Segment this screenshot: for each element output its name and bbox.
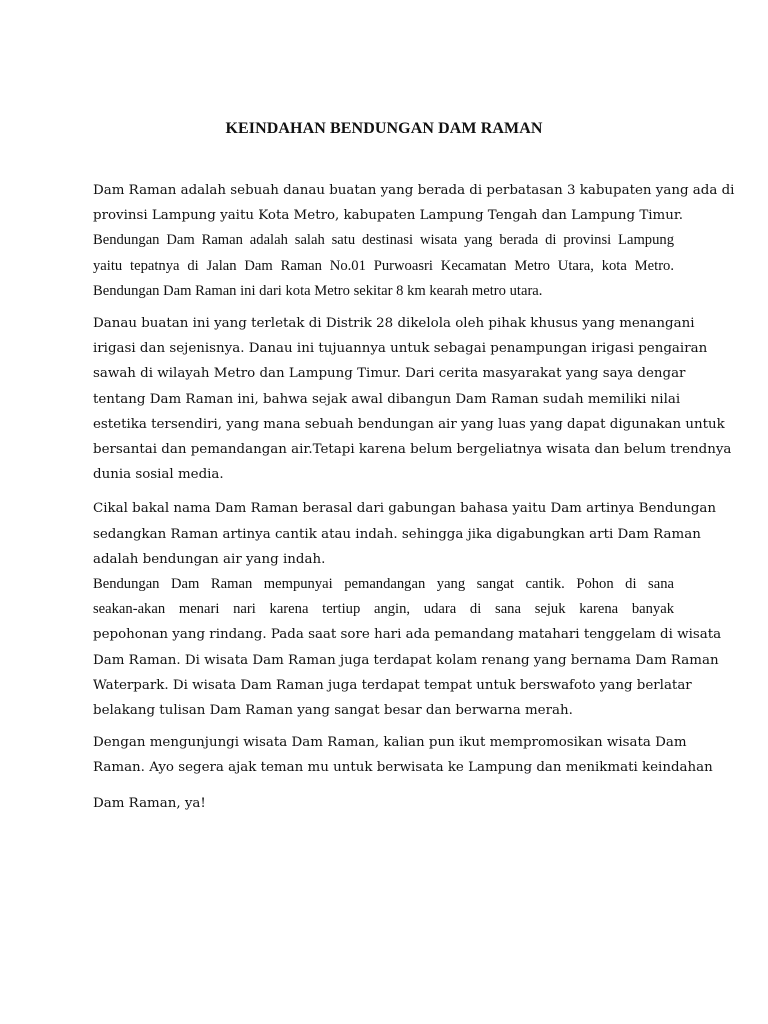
paragraph-line: seakan-akan menari nari karena tertiup angin, udara di sana sejuk karena banyak: [93, 601, 674, 618]
paragraph-line: estetika tersendiri, yang mana sebuah bendungan air yang luas yang dapat digunakan untuk: [93, 416, 725, 432]
paragraph-line: Dam Raman. Di wisata Dam Raman juga terdapat kolam renang yang bernama Dam Raman: [93, 652, 719, 668]
paragraph-line: Dengan mengunjungi wisata Dam Raman, kalian pun ikut mempromosikan wisata Dam: [93, 735, 687, 751]
paragraph-line: Bendungan Dam Raman mempunyai pemandangan yang sangat cantik. Pohon di sana: [93, 576, 674, 593]
paragraph-line: Dam Raman adalah sebuah danau buatan yang berada di perbatasan 3 kabupaten yang ada di: [93, 183, 735, 198]
paragraph-line: sedangkan Raman artinya cantik atau indah. sehingga jika digabungkan arti Dam Raman: [93, 526, 701, 542]
paragraph-4: [93, 572, 722, 723]
paragraph-line: tentang Dam Raman ini, bahwa sejak awal dibangun Dam Raman sudah memiliki nilai: [93, 391, 681, 407]
paragraph-spacing: [93, 487, 674, 496]
paragraph-line: dunia sosial media.: [93, 467, 224, 483]
paragraph-line: Raman. Ayo segera ajak teman mu untuk berwisata ke Lampung dan menikmati keindahan: [93, 760, 713, 776]
paragraph-line: irigasi dan sejenisnya. Danau ini tujuannya untuk sebagai penampungan irigasi pengairan: [93, 341, 708, 357]
paragraph-line: Cikal bakal nama Dam Raman berasal dari gabungan bahasa yaitu Dam artinya Bendungan: [93, 501, 716, 517]
paragraph-line: yaitu tepatnya di Jalan Dam Raman No.01 Purwoasri Kecamatan Metro Utara, kota Metro.: [93, 257, 674, 274]
paragraph-line: provinsi Lampung yaitu Kota Metro, kabupaten Lampung Tengah dan Lampung Timur.: [93, 208, 684, 224]
document-body: [93, 178, 735, 816]
paragraph-line: pepohonan yang rindang. Pada saat sore hari ada pemandang matahari tenggelam di wisata: [93, 627, 722, 643]
line-spacing: [93, 781, 674, 791]
paragraph-line: bersantai dan pemandangan air.Tetapi karena belum bergeliatnya wisata dan belum trendnya: [93, 442, 732, 458]
paragraph-1: [93, 178, 735, 304]
paragraph-line: Danau buatan ini yang terletak di Distrik 28 dikelola oleh pihak khusus yang menangani: [93, 316, 695, 332]
paragraph-line: Waterpark. Di wisata Dam Raman juga terdapat tempat untuk berswafoto yang berlatar: [93, 677, 692, 693]
paragraph-spacing: [93, 304, 674, 311]
paragraph-line: Dam Raman, ya!: [93, 795, 206, 811]
paragraph-2: [93, 311, 732, 487]
paragraph-line: sawah di wilayah Metro dan Lampung Timur. Dari cerita masyarakat yang saya dengar: [93, 366, 686, 382]
paragraph-spacing: [93, 723, 674, 730]
paragraph-5: [93, 730, 713, 816]
paragraph-line: belakang tulisan Dam Raman yang sangat besar dan berwarna merah.: [93, 703, 573, 719]
paragraph-3: [93, 496, 716, 572]
paragraph-line: adalah bendungan air yang indah.: [93, 551, 326, 567]
document-title: KEINDAHAN BENDUNGAN DAM RAMAN: [225, 120, 543, 137]
paragraph-line: Bendungan Dam Raman adalah salah satu destinasi wisata yang berada di provinsi Lampung: [93, 232, 674, 249]
paragraph-line: Bendungan Dam Raman ini dari kota Metro sekitar 8 km kearah metro utara.: [93, 282, 543, 299]
